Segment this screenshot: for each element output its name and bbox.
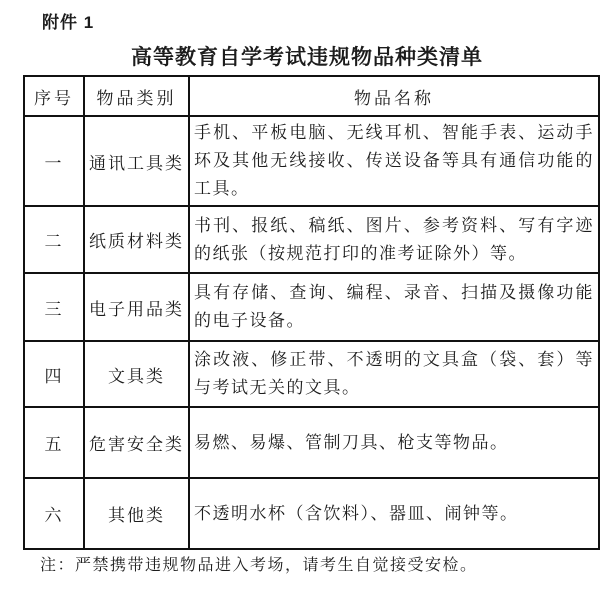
row-index-cell: 一 (24, 116, 84, 206)
table-row (24, 116, 599, 206)
col-header-index: 序号 (24, 76, 84, 116)
row-items-cell: 易燃、易爆、管制刀具、枪支等物品。 (189, 407, 599, 478)
table-body (24, 116, 599, 549)
prohibited-items-table (23, 75, 600, 550)
row-items-cell: 书刊、报纸、稿纸、图片、参考资料、写有字迹的纸张（按规范打印的准考证除外）等。 (189, 206, 599, 273)
col-header-items: 物品名称 (189, 76, 599, 116)
row-items-cell: 具有存储、查询、编程、录音、扫描及摄像功能的电子设备。 (189, 273, 599, 341)
table-row (24, 206, 599, 273)
col-header-category: 物品类别 (84, 76, 189, 116)
table-row (24, 273, 599, 341)
table-row (24, 478, 599, 549)
table-header-row (24, 76, 599, 116)
footnote: 注：严禁携带违规物品进入考场，请考生自觉接受安检。 (40, 557, 478, 574)
row-items-cell: 涂改液、修正带、不透明的文具盒（袋、套）等与考试无关的文具。 (189, 341, 599, 407)
row-index-cell: 四 (24, 341, 84, 407)
attachment-label: 附件 1 (42, 13, 95, 32)
row-index-cell: 六 (24, 478, 84, 549)
row-category-cell: 电子用品类 (84, 273, 189, 341)
row-category-cell: 纸质材料类 (84, 206, 189, 273)
page-title: 高等教育自学考试违规物品种类清单 (131, 45, 483, 69)
row-category-cell: 危害安全类 (84, 407, 189, 478)
row-index-cell: 二 (24, 206, 84, 273)
table-header (24, 76, 599, 116)
row-category-cell: 文具类 (84, 341, 189, 407)
table-row (24, 407, 599, 478)
row-index-cell: 三 (24, 273, 84, 341)
row-items-cell: 手机、平板电脑、无线耳机、智能手表、运动手环及其他无线接收、传送设备等具有通信功能的工具。 (189, 116, 599, 206)
row-index-cell: 五 (24, 407, 84, 478)
row-category-cell: 其他类 (84, 478, 189, 549)
row-items-cell: 不透明水杯（含饮料）、器皿、闹钟等。 (189, 478, 599, 549)
row-category-cell: 通讯工具类 (84, 116, 189, 206)
table-row (24, 341, 599, 407)
